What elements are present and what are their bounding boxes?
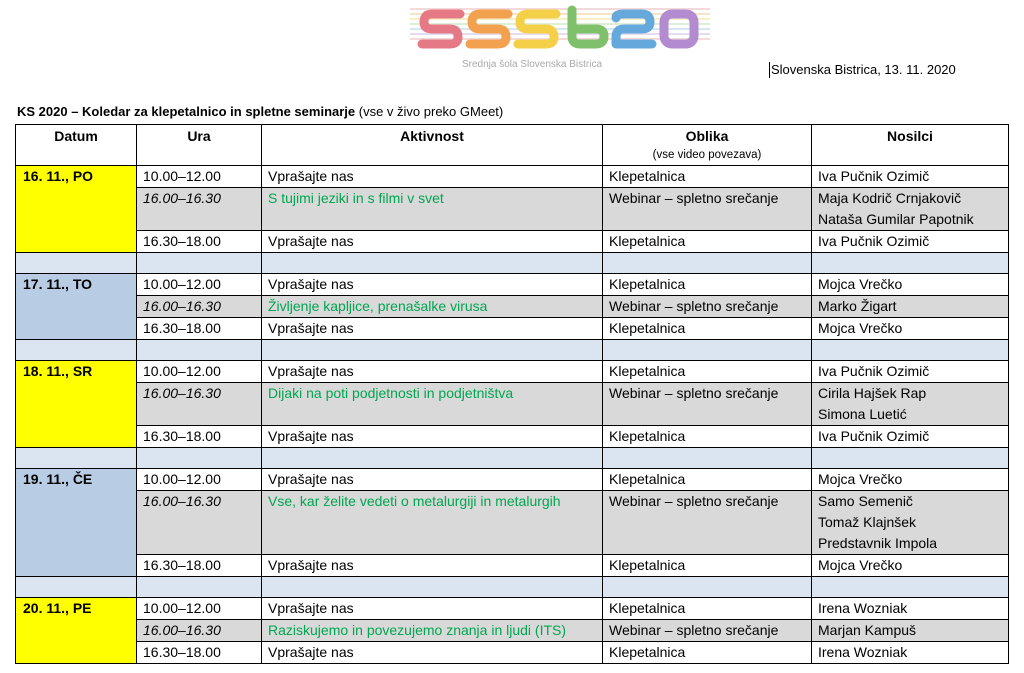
day-date-cell: 19. 11., ČE [16,469,137,577]
activity-cell: Vprašajte nas [262,274,603,296]
separator-cell [16,253,137,274]
table-row [16,361,1009,383]
time-cell: 16.30–18.00 [137,318,262,340]
separator-cell [603,577,812,598]
hosts-cell [812,426,1009,448]
separator-cell [812,340,1009,361]
hosts-cell [812,469,1009,491]
form-cell: Klepetalnica [603,318,812,340]
activity-cell: Vprašajte nas [262,426,603,448]
host-name: Irena Wozniak [818,644,908,660]
time-cell: 10.00–12.00 [137,361,262,383]
separator-cell [812,577,1009,598]
table-row [16,296,1009,318]
activity-cell: Življenje kapljice, prenašalke virusa [262,296,603,318]
host-name: Samo Semenič [818,493,913,509]
day-separator-row [16,253,1009,274]
column-header-aktivnost: Aktivnost [262,125,603,166]
table-row [16,231,1009,253]
host-name: Predstavnik Impola [818,535,938,551]
form-cell: Klepetalnica [603,555,812,577]
form-cell: Klepetalnica [603,469,812,491]
activity-cell: Vprašajte nas [262,166,603,188]
hosts-cell [812,166,1009,188]
host-name: Iva Pučnik Ozimič [818,428,930,444]
column-header-oblika-note: (vse video povezava) [652,149,762,161]
form-cell: Klepetalnica [603,598,812,620]
hosts-cell [812,296,1009,318]
form-cell: Klepetalnica [603,231,812,253]
column-header-datum: Datum [16,125,137,166]
host-name: Mojca Vrečko [818,320,903,336]
host-name: Irena Wozniak [818,600,908,616]
day-date-cell: 18. 11., SR [16,361,137,448]
time-cell: 10.00–12.00 [137,166,262,188]
separator-cell [812,253,1009,274]
activity-cell: Vprašajte nas [262,361,603,383]
separator-cell [137,340,262,361]
separator-cell [137,448,262,469]
time-cell: 16.30–18.00 [137,642,262,664]
table-row [16,469,1009,491]
time-cell: 10.00–12.00 [137,274,262,296]
host-name: Maja Kodrič Crnjakovič [818,190,962,206]
time-cell: 16.00–16.30 [137,383,262,426]
schedule-table [15,124,1009,664]
host-name: Tomaž Klajnšek [818,514,917,530]
logo-subtitle: Srednja šola Slovenska Bistrica [461,59,603,70]
host-name: Mojca Vrečko [818,557,903,573]
separator-cell [137,577,262,598]
day-separator-row [16,448,1009,469]
table-row [16,383,1009,426]
table-row [16,318,1009,340]
host-name: Mojca Vrečko [818,471,903,487]
separator-cell [16,448,137,469]
hosts-cell [812,598,1009,620]
activity-cell: Vprašajte nas [262,469,603,491]
form-cell: Webinar – spletno srečanje [603,383,812,426]
table-row [16,491,1009,555]
activity-cell: Vprašajte nas [262,642,603,664]
hosts-cell [812,231,1009,253]
form-cell: Webinar – spletno srečanje [603,491,812,555]
host-name: Mojca Vrečko [818,276,903,292]
time-cell: 16.30–18.00 [137,426,262,448]
school-logo [410,2,710,70]
column-header-nosilci: Nosilci [812,125,1009,166]
activity-cell: Vprašajte nas [262,555,603,577]
host-name: Iva Pučnik Ozimič [818,168,930,184]
form-cell: Klepetalnica [603,426,812,448]
host-name: Marko Žigart [818,298,897,314]
activity-cell: Vse, kar želite vedeti o metalurgiji in metalurgih [262,491,603,555]
form-cell: Klepetalnica [603,166,812,188]
time-cell: 16.30–18.00 [137,231,262,253]
hosts-cell [812,188,1009,231]
activity-cell: Dijaki na poti podjetnosti in podjetništva [262,383,603,426]
activity-cell: Raziskujemo in povezujemo znanja in ljudi (ITS) [262,620,603,642]
time-cell: 16.00–16.30 [137,491,262,555]
day-separator-row [16,577,1009,598]
separator-cell [603,253,812,274]
hosts-cell [812,361,1009,383]
host-name: Marjan Kampuš [818,622,917,638]
place-and-date: Slovenska Bistrica, 13. 11. 2020 [771,62,956,77]
document-title-main: KS 2020 – Koledar za klepetalnico in spletne seminarje [17,104,356,119]
activity-cell: Vprašajte nas [262,231,603,253]
separator-cell [603,340,812,361]
host-name: Cirila Hajšek Rap [818,385,927,401]
column-header-ura: Ura [137,125,262,166]
column-header-oblika-label: Oblika [685,128,729,144]
day-separator-row [16,340,1009,361]
separator-cell [812,448,1009,469]
separator-cell [16,577,137,598]
hosts-cell [812,555,1009,577]
day-date-cell: 20. 11., PE [16,598,137,664]
hosts-cell [812,274,1009,296]
table-row [16,598,1009,620]
hosts-cell [812,620,1009,642]
column-header-oblika [603,125,812,166]
separator-cell [137,253,262,274]
separator-cell [603,448,812,469]
host-name: Iva Pučnik Ozimič [818,233,930,249]
time-cell: 16.00–16.30 [137,620,262,642]
hosts-cell [812,383,1009,426]
form-cell: Klepetalnica [603,642,812,664]
table-row [16,188,1009,231]
time-cell: 10.00–12.00 [137,469,262,491]
form-cell: Webinar – spletno srečanje [603,620,812,642]
time-cell: 10.00–12.00 [137,598,262,620]
table-row [16,274,1009,296]
activity-cell: Vprašajte nas [262,318,603,340]
time-cell: 16.30–18.00 [137,555,262,577]
table-row [16,620,1009,642]
form-cell: Klepetalnica [603,361,812,383]
activity-cell: Vprašajte nas [262,598,603,620]
hosts-cell [812,642,1009,664]
host-name: Iva Pučnik Ozimič [818,363,930,379]
table-row [16,555,1009,577]
document-title [17,104,503,120]
host-name: Simona Luetić [818,406,907,422]
day-date-cell: 17. 11., TO [16,274,137,340]
table-row [16,166,1009,188]
separator-cell [262,577,603,598]
table-row [16,642,1009,664]
hosts-cell [812,491,1009,555]
table-row [16,426,1009,448]
day-date-cell: 16. 11., PO [16,166,137,253]
form-cell: Webinar – spletno srečanje [603,296,812,318]
table-header-row [16,125,1009,166]
separator-cell [262,253,603,274]
schedule-body [16,166,1009,664]
separator-cell [16,340,137,361]
activity-cell: S tujimi jeziki in s filmi v svet [262,188,603,231]
time-cell: 16.00–16.30 [137,188,262,231]
hosts-cell [812,318,1009,340]
separator-cell [262,340,603,361]
form-cell: Klepetalnica [603,274,812,296]
host-name: Nataša Gumilar Papotnik [818,211,974,227]
document-title-note: (vse v živo preko GMeet) [355,104,504,119]
time-cell: 16.00–16.30 [137,296,262,318]
separator-cell [262,448,603,469]
form-cell: Webinar – spletno srečanje [603,188,812,231]
